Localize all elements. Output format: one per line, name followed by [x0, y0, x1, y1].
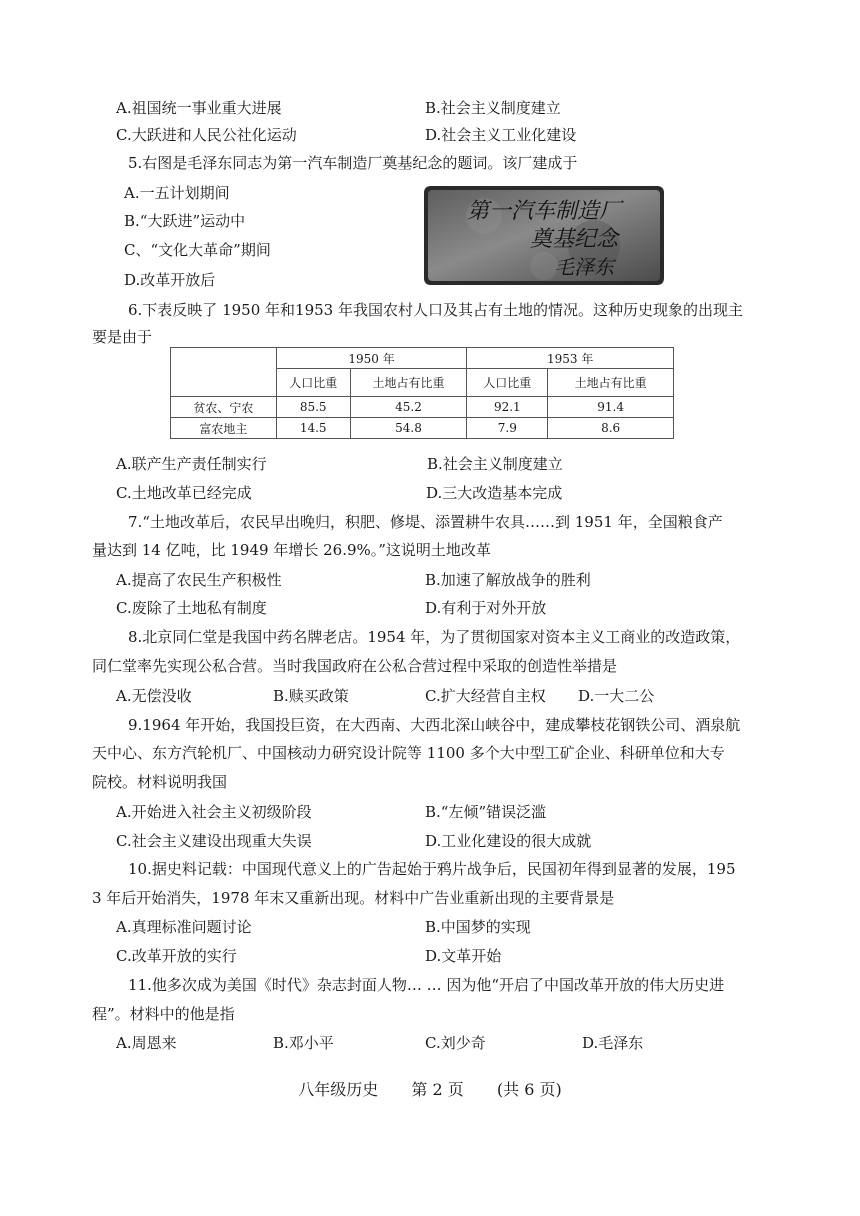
q7-option-a: A.提高了农民生产积极性 — [116, 571, 282, 589]
land-population-table — [170, 347, 674, 439]
q6-stem-line1: 6.下表反映了 1950 年和1953 年我国农村人口及其占有土地的情况。这种历史现象的出现主 — [128, 301, 743, 319]
table-subheader: 土地占有比重 — [350, 369, 467, 397]
footer-total-pages: (共 6 页) — [496, 1080, 562, 1099]
q8-option-c: C.扩大经营自主权 — [425, 687, 546, 705]
q6-option-b: B.社会主义制度建立 — [427, 455, 563, 473]
table-subheader: 人口比重 — [276, 369, 350, 397]
inscription-line-2: 奠基纪念 — [529, 227, 619, 252]
q10-stem-line1: 10.据史料记载：中国现代意义上的广告起始于鸦片战争后，民国初年得到显著的发展，195 — [128, 860, 736, 878]
q11-option-c: C.刘少奇 — [425, 1034, 486, 1052]
table-cell: 7.9 — [467, 418, 548, 439]
table-subheader: 人口比重 — [467, 369, 548, 397]
q7-option-b: B.加速了解放战争的胜利 — [425, 571, 591, 589]
q10-option-c: C.改革开放的实行 — [116, 947, 237, 965]
q10-option-d: D.文革开始 — [425, 947, 502, 965]
q8-option-a: A.无偿没收 — [116, 687, 192, 705]
q8-option-d: D.一大二公 — [578, 687, 655, 705]
q5-option-d: D.改革开放后 — [124, 271, 216, 289]
table-row — [171, 397, 674, 418]
inscription-line-1: 第一汽车制造厂 — [466, 199, 622, 224]
q11-stem-line2: 程”。材料中的他是指 — [92, 1005, 235, 1023]
q4-option-d: D.社会主义工业化建设 — [425, 126, 577, 144]
page-footer — [0, 1077, 860, 1100]
table-cell: 54.8 — [350, 418, 467, 439]
q7-stem-line1: 7.“土地改革后，农民早出晚归，积肥、修堤、添置耕牛农具……到 1951 年，全国粮食产 — [128, 513, 723, 531]
q7-stem-line2: 量达到 14 亿吨，比 1949 年增长 26.9%。”这说明土地改革 — [92, 541, 491, 559]
q6-stem-line2: 要是由于 — [92, 328, 153, 346]
table-cell: 92.1 — [467, 397, 548, 418]
q9-stem-line2: 天中心、东方汽轮机厂、中国核动力研究设计院等 1100 多个大中型工矿企业、科研单位和大专 — [92, 744, 725, 762]
table-header-1950: 1950 年 — [276, 348, 467, 369]
footer-page-number: 第 2 页 — [411, 1080, 464, 1099]
q9-stem-line3: 院校。材料说明我国 — [92, 773, 228, 791]
q4-option-c: C.大跃进和人民公社化运动 — [116, 126, 297, 144]
q5-option-b: B.“大跃进”运动中 — [124, 212, 246, 230]
table-subheader: 土地占有比重 — [548, 369, 674, 397]
q6-option-c: C.土地改革已经完成 — [116, 484, 252, 502]
q4-option-a: A.祖国统一事业重大进展 — [116, 99, 282, 117]
table-row-label: 贫农、宁农 — [171, 397, 277, 418]
q8-stem-line2: 同仁堂率先实现公私合营。当时我国政府在公私合营过程中采取的创造性举措是 — [92, 657, 618, 675]
q9-option-d: D.工业化建设的很大成就 — [425, 832, 592, 850]
q10-stem-line2: 3 年后开始消失，1978 年末又重新出现。材料中广告业重新出现的主要背景是 — [92, 889, 615, 907]
q9-option-a: A.开始进入社会主义初级阶段 — [116, 803, 312, 821]
table-header-1953: 1953 年 — [467, 348, 674, 369]
q8-option-b: B.赎买政策 — [273, 687, 349, 705]
inscription-signature: 毛泽东 — [554, 255, 614, 279]
table-cell: 45.2 — [350, 397, 467, 418]
footer-subject: 八年级历史 — [298, 1080, 379, 1099]
table-cell: 8.6 — [548, 418, 674, 439]
q6-option-d: D.三大改造基本完成 — [426, 484, 563, 502]
table-row-label: 富农地主 — [171, 418, 277, 439]
q11-option-a: A.周恩来 — [116, 1034, 177, 1052]
q6-option-a: A.联产生产责任制实行 — [116, 455, 267, 473]
table-corner-cell — [171, 348, 277, 397]
q7-option-d: D.有利于对外开放 — [425, 599, 547, 617]
table-cell: 14.5 — [276, 418, 350, 439]
q10-option-b: B.中国梦的实现 — [425, 918, 531, 936]
q9-option-c: C.社会主义建设出现重大失误 — [116, 832, 312, 850]
q7-option-c: C.废除了土地私有制度 — [116, 599, 267, 617]
q9-option-b: B.“左倾”错误泛滥 — [425, 803, 547, 821]
table-row — [171, 418, 674, 439]
calligraphy-inscription-image — [424, 186, 664, 285]
table-cell: 85.5 — [276, 397, 350, 418]
table-cell: 91.4 — [548, 397, 674, 418]
q4-option-b: B.社会主义制度建立 — [425, 99, 561, 117]
q8-stem-line1: 8.北京同仁堂是我国中药名牌老店。1954 年，为了贯彻国家对资本主义工商业的改造政策， — [128, 628, 741, 646]
q11-option-b: B.邓小平 — [273, 1034, 334, 1052]
q5-option-c: C、“文化大革命”期间 — [124, 241, 271, 259]
q9-stem-line1: 9.1964 年开始，我国投巨资，在大西南、大西北深山峡谷中，建成攀枝花钢铁公司、酒泉航 — [128, 716, 741, 734]
q11-option-d: D.毛泽东 — [582, 1034, 644, 1052]
q10-option-a: A.真理标准问题讨论 — [116, 918, 252, 936]
q5-stem: 5.右图是毛泽东同志为第一汽车制造厂奠基纪念的题词。该厂建成于 — [128, 154, 578, 172]
q5-option-a: A.一五计划期间 — [124, 184, 230, 202]
q11-stem-line1: 11.他多次成为美国《时代》杂志封面人物… … 因为他“开启了中国改革开放的伟大历史进 — [128, 976, 725, 994]
